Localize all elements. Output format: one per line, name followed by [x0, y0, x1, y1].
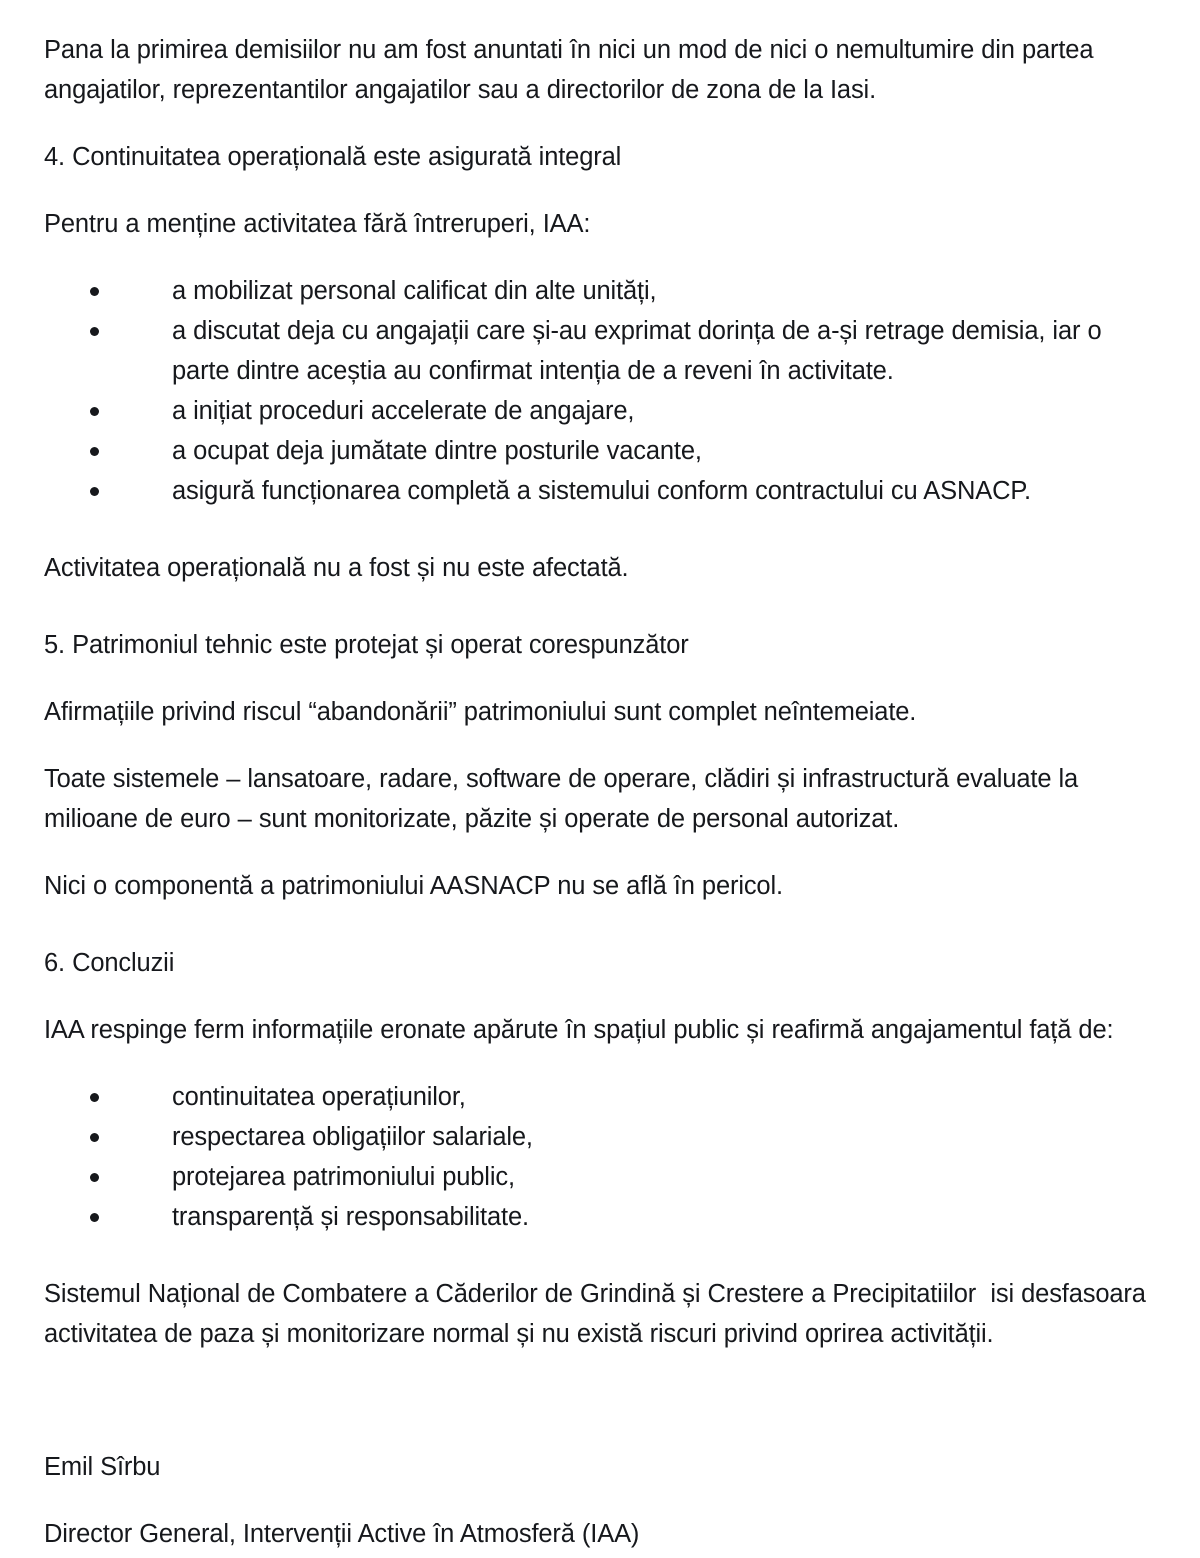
list-item-text: continuitatea operațiunilor, [172, 1083, 466, 1111]
paragraph-section-5-3: Nici o componentă a patrimoniului AASNACP nu se află în pericol. [44, 872, 783, 900]
list-item [44, 431, 1160, 471]
list-item [44, 1117, 1160, 1157]
spacer [44, 615, 1160, 625]
spacer [44, 1264, 1160, 1274]
bullet-icon [90, 1213, 99, 1222]
bullet-icon [90, 407, 99, 416]
list-item [44, 271, 1160, 311]
list-item [44, 1197, 1160, 1237]
list-item-text: a discutat deja cu angajații care și-au exprimat dorința de a-și retrage demisia, iar o parte dintre aceștia au confirmat intenția de a reveni în activitate. [172, 317, 1102, 385]
signature-name: Emil Sîrbu [44, 1453, 161, 1481]
paragraph-closing-statement: Sistemul Național de Combatere a Căderilor de Grindină și Crestere a Precipitatiilor isi desfasoara activitatea de paza și monitorizare normal și nu există riscuri privind oprirea activității. [44, 1280, 1153, 1348]
list-item-text: protejarea patrimoniului public, [172, 1163, 515, 1191]
list-item [44, 311, 1160, 391]
list-item [44, 1157, 1160, 1197]
spacer [44, 538, 1160, 548]
list-item-text: a inițiat proceduri accelerate de angajare, [172, 397, 635, 425]
bullet-icon [90, 487, 99, 496]
bullet-icon [90, 327, 99, 336]
bullet-icon [90, 1133, 99, 1142]
list-item-text: a mobilizat personal calificat din alte unități, [172, 277, 657, 305]
paragraph-section-5-1: Afirmațiile privind riscul “abandonării” patrimoniului sunt complet neîntemeiate. [44, 698, 917, 726]
document-body [44, 30, 1160, 1554]
paragraph-section-4-closing: Activitatea operațională nu a fost și nu este afectată. [44, 554, 629, 582]
signature-spacer [44, 1381, 1160, 1447]
paragraph-section-4-lead: Pentru a menține activitatea fără întreruperi, IAA: [44, 210, 591, 238]
spacer [44, 933, 1160, 943]
paragraph-section-5-2: Toate sistemele – lansatoare, radare, software de operare, clădiri și infrastructură evaluate la milioane de euro – sunt monitorizate, păzite și operate de personal autorizat. [44, 765, 1086, 833]
list-item [44, 391, 1160, 431]
paragraph-intro: Pana la primirea demisiilor nu am fost anuntati în nici un mod de nici o nemultumire din partea angajatilor, reprezentantilor angajatilor sau a directorilor de zona de la Iasi. [44, 36, 1101, 104]
list-item-text: a ocupat deja jumătate dintre posturile vacante, [172, 437, 702, 465]
list-item [44, 1077, 1160, 1117]
heading-section-5: 5. Patrimoniul tehnic este protejat și operat corespunzător [44, 631, 689, 659]
bullet-icon [90, 1173, 99, 1182]
list-item [44, 471, 1160, 511]
list-item-text: respectarea obligațiilor salariale, [172, 1123, 533, 1151]
bullet-icon [90, 447, 99, 456]
heading-section-4: 4. Continuitatea operațională este asigurată integral [44, 143, 622, 171]
list-item-text: transparență și responsabilitate. [172, 1203, 529, 1231]
heading-section-6: 6. Concluzii [44, 949, 175, 977]
paragraph-section-6-lead: IAA respinge ferm informațiile eronate apărute în spațiul public și reafirmă angajamentul față de: [44, 1016, 1114, 1044]
list-continuity-measures [44, 271, 1160, 511]
list-commitments [44, 1077, 1160, 1237]
bullet-icon [90, 287, 99, 296]
bullet-icon [90, 1093, 99, 1102]
signature-title: Director General, Intervenții Active în Atmosferă (IAA) [44, 1520, 640, 1548]
list-item-text: asigură funcționarea completă a sistemului conform contractului cu ASNACP. [172, 477, 1031, 505]
